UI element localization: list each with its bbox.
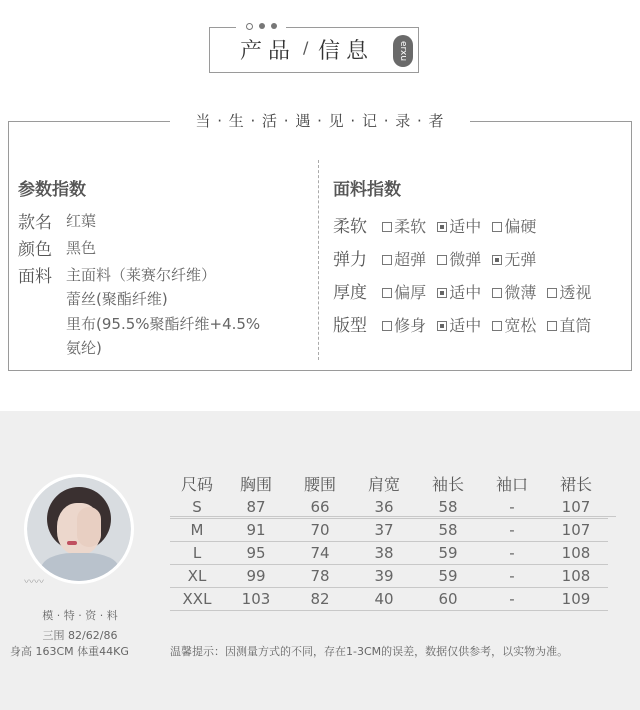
param-label-fabric: 面料 bbox=[18, 267, 52, 287]
size-table bbox=[170, 470, 608, 611]
option-label: 微弹 bbox=[449, 250, 482, 269]
col-header: 袖长 bbox=[431, 474, 464, 494]
checkbox-checked-icon bbox=[437, 288, 447, 298]
table-cell: 99 bbox=[224, 565, 288, 588]
page-title-right: 信息 bbox=[318, 39, 375, 64]
table-cell: 78 bbox=[288, 565, 352, 588]
table-cell: - bbox=[480, 542, 544, 565]
table-cell: 59 bbox=[416, 542, 480, 565]
checkbox-icon bbox=[492, 321, 502, 331]
option-label: 偏硬 bbox=[504, 217, 537, 236]
table-cell: 66 bbox=[288, 496, 352, 519]
checkbox-icon bbox=[492, 222, 502, 232]
checkbox-icon bbox=[382, 255, 392, 265]
checkbox-icon bbox=[437, 255, 447, 265]
ornament-ring-icon bbox=[246, 23, 253, 30]
size-table-header bbox=[170, 470, 608, 496]
checkbox-icon bbox=[382, 288, 392, 298]
model-avatar bbox=[24, 474, 134, 584]
table-cell: 95 bbox=[224, 542, 288, 565]
option-label: 修身 bbox=[394, 316, 427, 335]
ornament-dot-icon bbox=[271, 23, 277, 29]
fabric-row-label: 版型 bbox=[333, 316, 367, 336]
option-label: 直筒 bbox=[559, 316, 592, 335]
table-cell: 37 bbox=[352, 519, 416, 542]
checkbox-icon bbox=[382, 321, 392, 331]
fabric-row-thickness bbox=[333, 278, 591, 303]
table-cell: - bbox=[480, 519, 544, 542]
table-cell: 107 bbox=[544, 496, 608, 519]
table-cell: L bbox=[170, 542, 224, 565]
table-cell: 39 bbox=[352, 565, 416, 588]
table-cell: 107 bbox=[544, 519, 608, 542]
table-cell: 58 bbox=[416, 519, 480, 542]
col-header: 胸围 bbox=[239, 474, 272, 494]
table-cell: 103 bbox=[224, 588, 288, 611]
table-cell: 38 bbox=[352, 542, 416, 565]
col-header: 腰围 bbox=[303, 474, 336, 494]
checkbox-icon bbox=[547, 321, 557, 331]
fabric-title: 面料指数 bbox=[333, 180, 401, 200]
table-top-rule bbox=[170, 516, 616, 517]
checkbox-checked-icon bbox=[437, 222, 447, 232]
param-value-color: 黑色 bbox=[66, 239, 97, 257]
param-fabric-line: 氨纶) bbox=[66, 339, 102, 357]
param-fabric-line: 里布(95.5%聚酯纤维+4.5% bbox=[66, 315, 261, 333]
table-cell: 108 bbox=[544, 542, 608, 565]
checkbox-icon bbox=[382, 222, 392, 232]
wave-ornament: 〰〰 bbox=[24, 577, 44, 588]
table-cell: XL bbox=[170, 565, 224, 588]
param-value-name: 红蕖 bbox=[66, 212, 97, 230]
measurement-tip: 温馨提示：因测量方式的不同，存在1-3CM的误差，数据仅供参考，以实物为准。 bbox=[170, 645, 569, 658]
option-label: 无弹 bbox=[504, 250, 537, 269]
table-cell: - bbox=[480, 588, 544, 611]
col-header: 肩宽 bbox=[367, 474, 400, 494]
table-cell: 87 bbox=[224, 496, 288, 519]
option-label: 透视 bbox=[559, 283, 592, 302]
table-cell: 108 bbox=[544, 565, 608, 588]
title-ornament bbox=[236, 20, 286, 32]
params-title: 参数指数 bbox=[18, 180, 86, 200]
table-cell: 82 bbox=[288, 588, 352, 611]
option-label: 柔软 bbox=[394, 217, 427, 236]
table-cell: XXL bbox=[170, 588, 224, 611]
table-cell: 91 bbox=[224, 519, 288, 542]
fabric-row-label: 厚度 bbox=[333, 283, 367, 303]
table-cell: 60 bbox=[416, 588, 480, 611]
option-label: 适中 bbox=[449, 217, 482, 236]
table-cell: 40 bbox=[352, 588, 416, 611]
model-info-title: 模 · 特 · 资 · 料 bbox=[42, 609, 118, 622]
panel-divider bbox=[318, 160, 319, 360]
table-cell: 58 bbox=[416, 496, 480, 519]
option-label: 适中 bbox=[449, 283, 482, 302]
checkbox-checked-icon bbox=[492, 255, 502, 265]
fabric-row-elasticity bbox=[333, 245, 536, 270]
fabric-row-fit bbox=[333, 311, 591, 336]
param-label-name: 款名 bbox=[18, 213, 52, 233]
ornament-dot-icon bbox=[259, 23, 265, 29]
param-fabric-line: 主面料（莱赛尔纤维） bbox=[66, 266, 217, 284]
brand-seal: erxu bbox=[393, 35, 413, 67]
option-label: 超弹 bbox=[394, 250, 427, 269]
fabric-row-label: 柔软 bbox=[333, 217, 367, 237]
table-cell: 109 bbox=[544, 588, 608, 611]
option-label: 宽松 bbox=[504, 316, 537, 335]
table-cell: S bbox=[170, 496, 224, 519]
param-fabric-line: 蕾丝(聚酯纤维) bbox=[66, 290, 168, 308]
table-cell: 36 bbox=[352, 496, 416, 519]
table-cell: 59 bbox=[416, 565, 480, 588]
fabric-row-softness bbox=[333, 212, 536, 237]
table-row bbox=[170, 588, 608, 611]
col-header: 尺码 bbox=[180, 474, 213, 494]
page-title-left: 产品 bbox=[240, 39, 297, 64]
model-height-weight: 身高 163CM 体重44KG bbox=[10, 645, 129, 658]
table-cell: - bbox=[480, 496, 544, 519]
param-label-color: 颜色 bbox=[18, 240, 52, 260]
table-cell: 74 bbox=[288, 542, 352, 565]
table-cell: 70 bbox=[288, 519, 352, 542]
col-header: 袖口 bbox=[495, 474, 528, 494]
fabric-row-label: 弹力 bbox=[333, 250, 367, 270]
table-row bbox=[170, 565, 608, 588]
table-row bbox=[170, 542, 608, 565]
checkbox-icon bbox=[547, 288, 557, 298]
option-label: 适中 bbox=[449, 316, 482, 335]
checkbox-icon bbox=[492, 288, 502, 298]
table-row bbox=[170, 519, 608, 542]
table-cell: - bbox=[480, 565, 544, 588]
model-measurements: 三围 82/62/86 bbox=[42, 629, 118, 642]
option-label: 微薄 bbox=[504, 283, 537, 302]
page-title-slash: / bbox=[303, 38, 309, 57]
checkbox-checked-icon bbox=[437, 321, 447, 331]
col-header: 裙长 bbox=[559, 474, 592, 494]
table-cell: M bbox=[170, 519, 224, 542]
panel-caption: 当 · 生 · 活 · 遇 · 见 · 记 · 录 · 者 bbox=[170, 110, 470, 131]
option-label: 偏厚 bbox=[394, 283, 427, 302]
